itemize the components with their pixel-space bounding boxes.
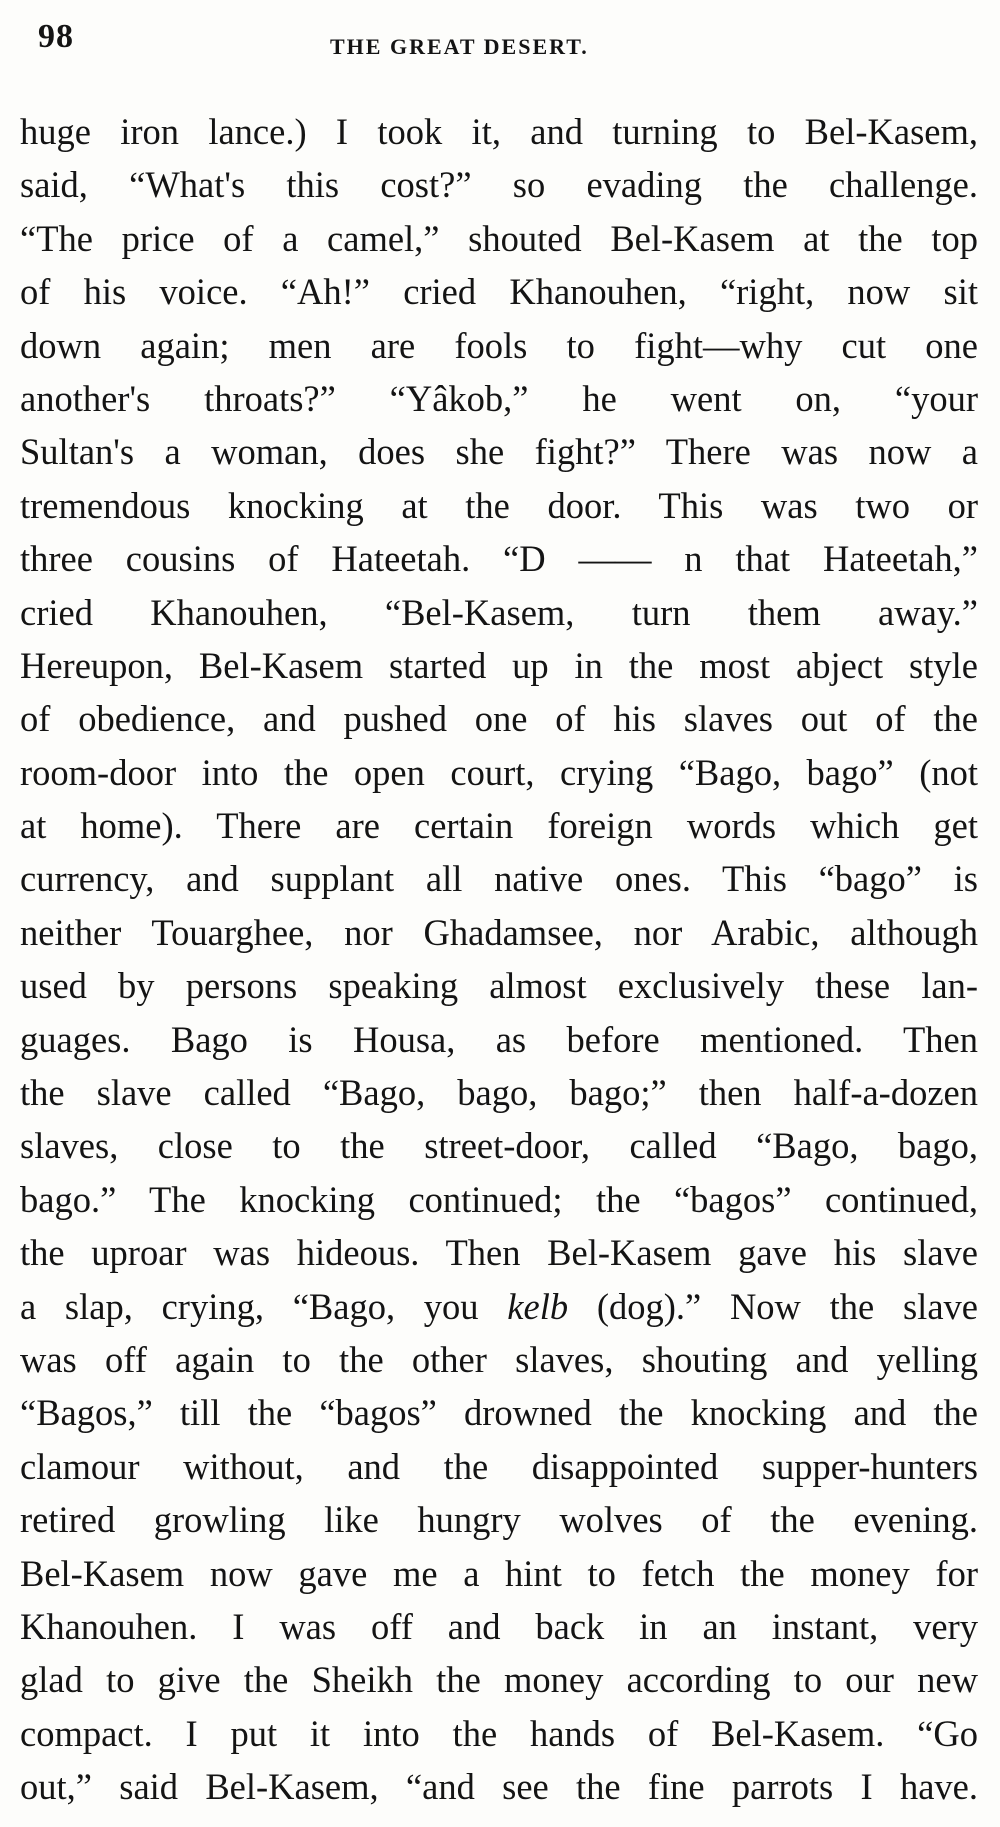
text-segment: “The price of a camel,” shouted Bel-Kasem at the top xyxy=(20,217,978,259)
text-segment: cried Khanouhen, “Bel-Kasem, turn them away.” xyxy=(20,591,978,633)
text-segment: another's throats?” “Yâkob,” he went on, “your xyxy=(20,377,978,419)
text-segment: guages. Bago is Housa, as before mentioned. Then xyxy=(20,1018,978,1060)
text-line xyxy=(20,372,978,425)
text-segment: Khanouhen. I was off and back in an instant, very xyxy=(20,1605,978,1647)
text-line xyxy=(20,1440,978,1493)
text-segment: used by persons speaking almost exclusively these lan- xyxy=(20,965,978,1007)
text-segment: kelb xyxy=(507,1285,569,1327)
text-line xyxy=(20,1226,978,1279)
text-segment: of obedience, and pushed one of his slaves out of the xyxy=(20,698,978,740)
text-line xyxy=(20,1547,978,1600)
text-line xyxy=(20,105,978,158)
text-line xyxy=(20,319,978,372)
text-segment: was off again to the other slaves, shouting and yelling xyxy=(20,1338,978,1380)
text-line xyxy=(20,479,978,532)
running-head: THE GREAT DESERT. xyxy=(330,34,589,59)
text-segment: Sultan's a woman, does she fight?” There was now a xyxy=(20,431,978,473)
text-line xyxy=(20,1600,978,1653)
text-line xyxy=(20,1760,978,1813)
text-line xyxy=(20,158,978,211)
text-line xyxy=(20,532,978,585)
text-segment: (dog).” Now the slave xyxy=(568,1285,978,1327)
text-line xyxy=(20,1653,978,1706)
page-number: 98 xyxy=(38,18,74,55)
text-segment: currency, and supplant all native ones. This “bago” is xyxy=(20,858,978,900)
text-line xyxy=(20,265,978,318)
text-segment: out,” said Bel-Kasem, “and see the fine parrots I have. xyxy=(20,1766,978,1808)
text-segment: at home). There are certain foreign words which get xyxy=(20,805,978,847)
text-line xyxy=(20,212,978,265)
text-line xyxy=(20,1493,978,1546)
text-segment: tremendous knocking at the door. This was two or xyxy=(20,484,978,526)
text-segment: three cousins of Hateetah. “D —— n that Hateetah,” xyxy=(20,538,978,580)
text-line xyxy=(20,746,978,799)
text-segment: a slap, crying, “Bago, you xyxy=(20,1285,508,1327)
text-line xyxy=(20,959,978,1012)
text-line xyxy=(20,1013,978,1066)
text-segment: the slave called “Bago, bago, bago;” then half-a-dozen xyxy=(20,1072,978,1114)
text-segment: retired growling like hungry wolves of the evening. xyxy=(20,1499,978,1541)
text-segment: down again; men are fools to fight—why cut one xyxy=(20,324,978,366)
text-segment: “Bagos,” till the “bagos” drowned the knocking and the xyxy=(20,1392,978,1434)
text-line xyxy=(20,1707,978,1760)
text-segment: said, “What's this cost?” so evading the challenge. xyxy=(20,164,978,206)
text-line xyxy=(20,1173,978,1226)
text-segment: the uproar was hideous. Then Bel-Kasem gave his slave xyxy=(20,1232,978,1274)
text-line xyxy=(20,799,978,852)
text-segment: Bel-Kasem now gave me a hint to fetch the money for xyxy=(20,1552,978,1594)
text-segment: room-door into the open court, crying “Bago, bago” (not xyxy=(20,751,978,793)
text-line xyxy=(20,1066,978,1119)
text-line xyxy=(20,906,978,959)
text-line xyxy=(20,692,978,745)
text-line xyxy=(20,425,978,478)
text-line xyxy=(20,1119,978,1172)
text-segment: huge iron lance.) I took it, and turning to Bel-Kasem, xyxy=(20,111,978,152)
text-line xyxy=(20,1280,978,1333)
text-segment: Hereupon, Bel-Kasem started up in the most abject style xyxy=(20,644,978,686)
text-segment: clamour without, and the disappointed supper-hunters xyxy=(20,1445,978,1487)
text-segment: compact. I put it into the hands of Bel-Kasem. “Go xyxy=(20,1712,978,1754)
text-segment: glad to give the Sheikh the money according to our new xyxy=(20,1659,978,1701)
text-line xyxy=(20,586,978,639)
text-segment: bago.” The knocking continued; the “bagos” continued, xyxy=(20,1178,978,1220)
text-line xyxy=(20,639,978,692)
text-line xyxy=(20,1386,978,1439)
text-segment: neither Touarghee, nor Ghadamsee, nor Arabic, although xyxy=(20,911,978,953)
body-text xyxy=(20,105,978,1814)
text-line xyxy=(20,1333,978,1386)
text-line xyxy=(20,852,978,905)
text-segment: of his voice. “Ah!” cried Khanouhen, “right, now sit xyxy=(20,271,978,313)
text-segment: slaves, close to the street-door, called “Bago, bago, xyxy=(20,1125,978,1167)
